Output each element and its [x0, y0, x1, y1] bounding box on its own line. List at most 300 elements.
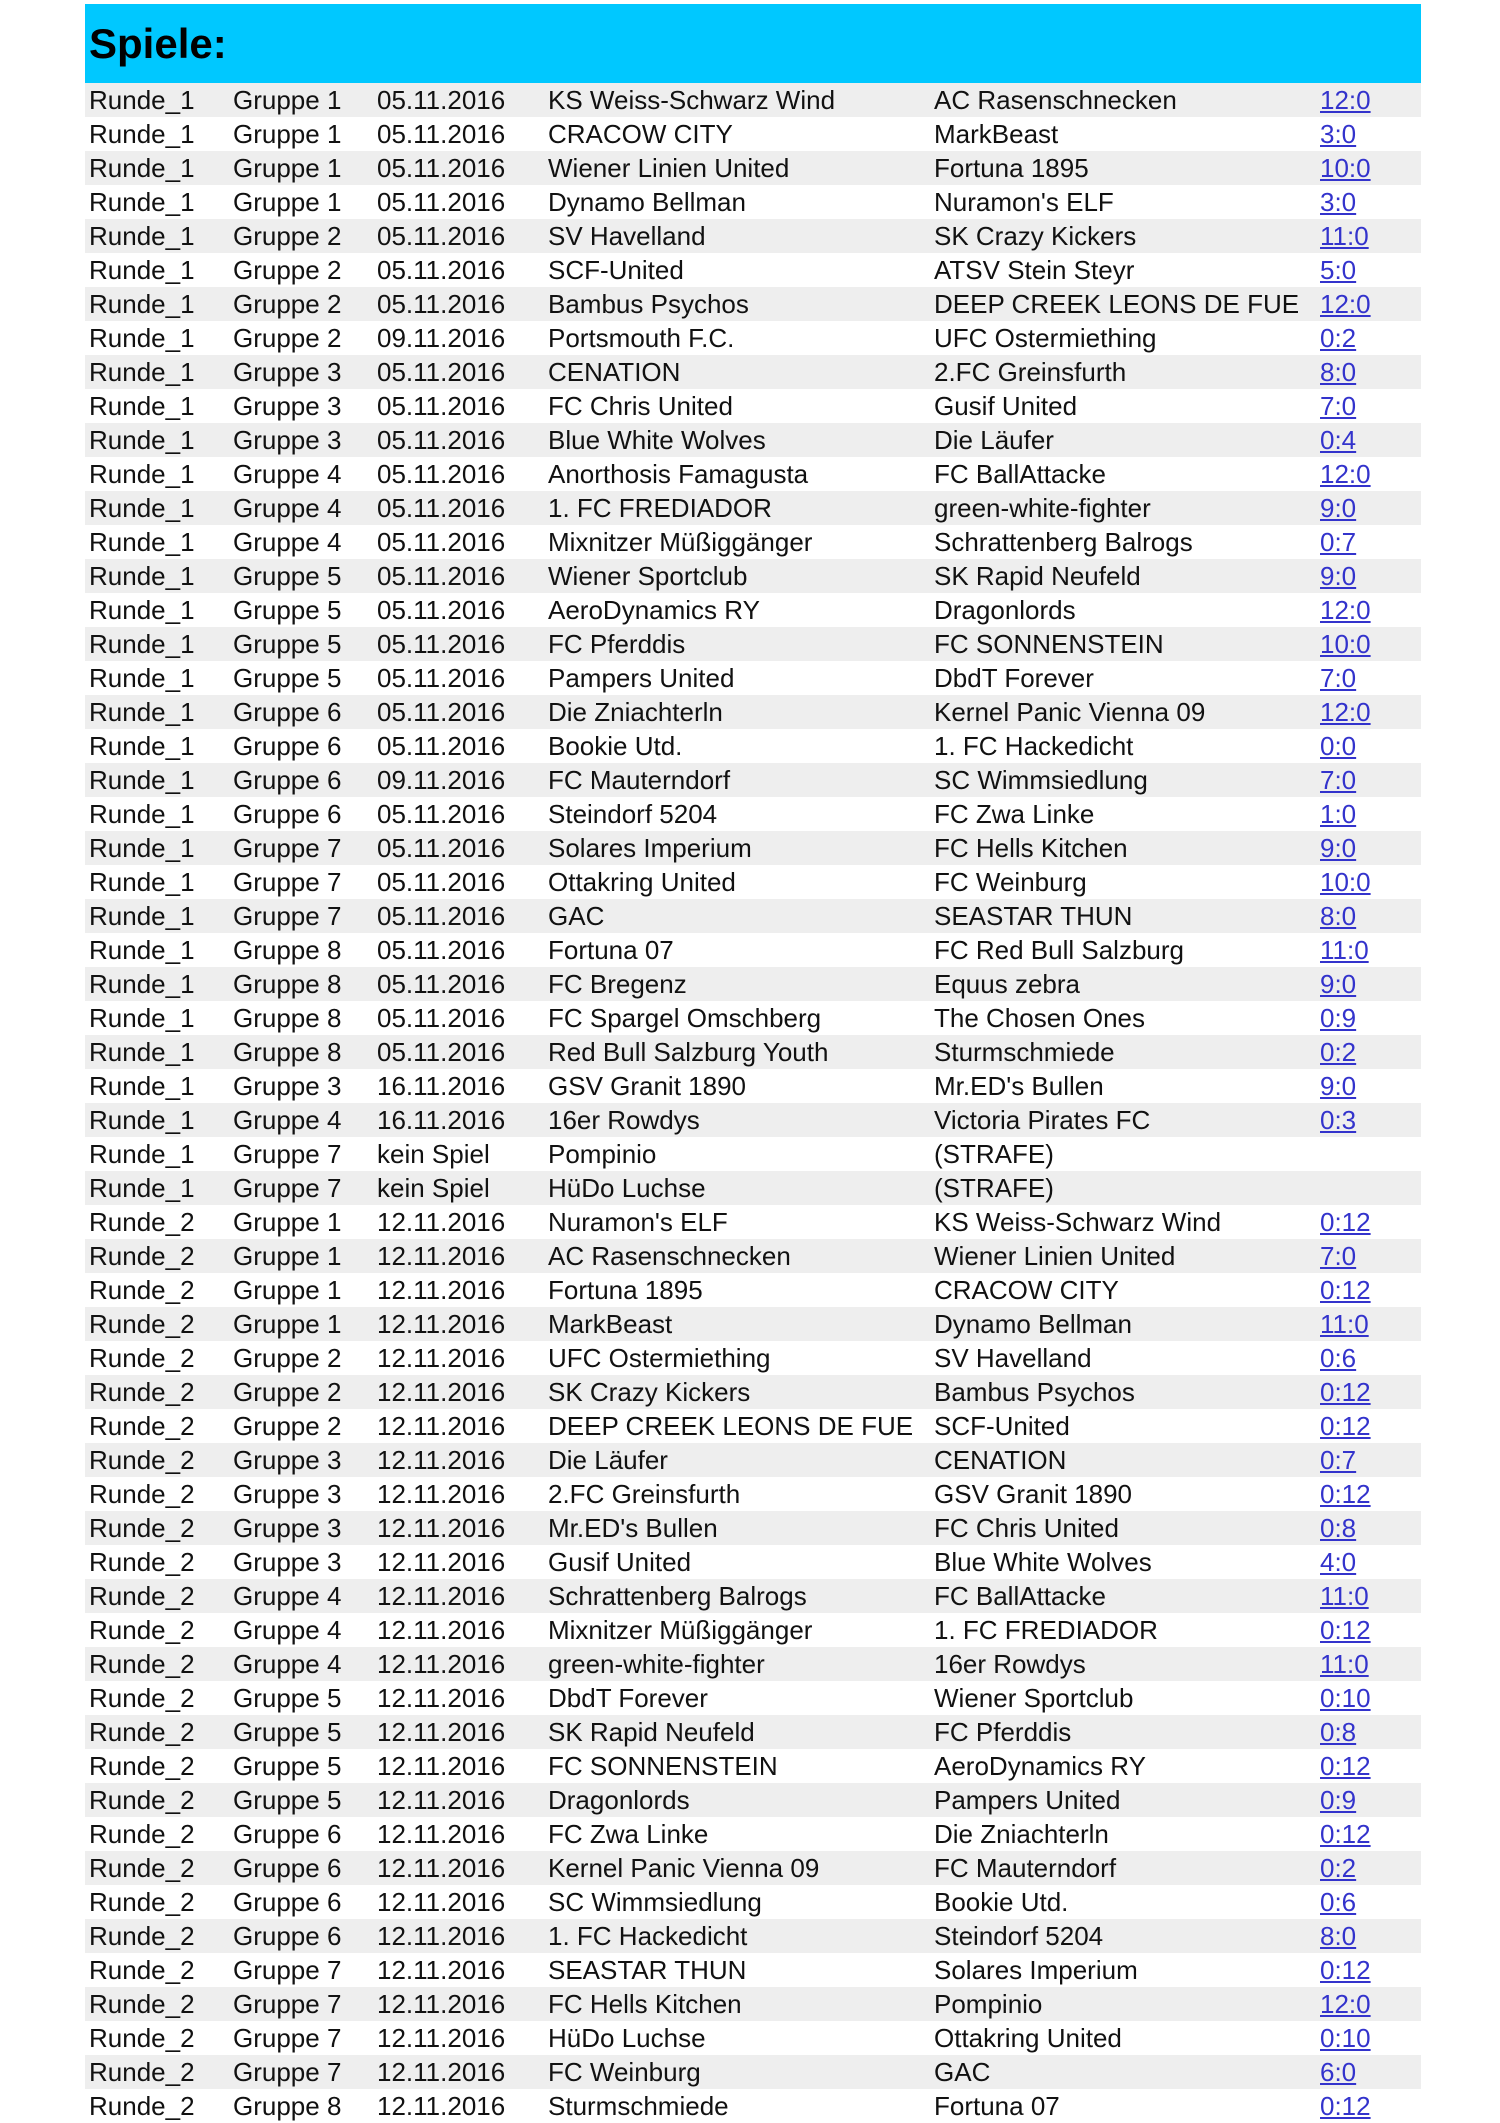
table-row [85, 1511, 1421, 1545]
table-row [85, 1001, 1421, 1035]
group-cell: Gruppe 1 [229, 151, 373, 185]
score-link[interactable]: 9:0 [1320, 833, 1357, 863]
score-link[interactable]: 0:12 [1320, 1479, 1371, 1509]
table-row [85, 151, 1421, 185]
home-team-cell: Mixnitzer Müßiggänger [544, 1613, 930, 1647]
title-bar [85, 4, 1421, 83]
score-cell [1316, 933, 1421, 967]
home-team-cell: Wiener Sportclub [544, 559, 930, 593]
group-cell: Gruppe 6 [229, 797, 373, 831]
group-cell: Gruppe 8 [229, 933, 373, 967]
group-cell: Gruppe 1 [229, 1307, 373, 1341]
home-team-cell: Blue White Wolves [544, 423, 930, 457]
score-cell [1316, 831, 1421, 865]
score-cell [1316, 1545, 1421, 1579]
home-team-cell: MarkBeast [544, 1307, 930, 1341]
score-link[interactable]: 11:0 [1320, 1649, 1369, 1679]
round-cell: Runde_1 [85, 185, 229, 219]
group-cell: Gruppe 6 [229, 695, 373, 729]
round-cell: Runde_1 [85, 1069, 229, 1103]
score-link[interactable]: 9:0 [1320, 493, 1357, 523]
score-link[interactable]: 7:0 [1320, 1241, 1357, 1271]
score-cell [1316, 695, 1421, 729]
table-row [85, 1851, 1421, 1885]
score-link[interactable]: 0:12 [1320, 1377, 1371, 1407]
date-cell: 12.11.2016 [373, 1919, 544, 1953]
away-team-cell: FC BallAttacke [930, 1579, 1316, 1613]
score-cell [1316, 1035, 1421, 1069]
group-cell: Gruppe 3 [229, 1545, 373, 1579]
date-cell: 12.11.2016 [373, 1647, 544, 1681]
date-cell: 12.11.2016 [373, 1885, 544, 1919]
table-row [85, 1137, 1421, 1171]
away-team-cell: (STRAFE) [930, 1171, 1316, 1205]
round-cell: Runde_1 [85, 661, 229, 695]
group-cell: Gruppe 6 [229, 763, 373, 797]
score-link[interactable]: 11:0 [1320, 1581, 1369, 1611]
away-team-cell: Steindorf 5204 [930, 1919, 1316, 1953]
round-cell: Runde_2 [85, 1477, 229, 1511]
date-cell: 16.11.2016 [373, 1069, 544, 1103]
date-cell: 05.11.2016 [373, 899, 544, 933]
group-cell: Gruppe 5 [229, 627, 373, 661]
group-cell: Gruppe 4 [229, 1647, 373, 1681]
table-row [85, 627, 1421, 661]
away-team-cell: Pampers United [930, 1783, 1316, 1817]
round-cell: Runde_1 [85, 593, 229, 627]
score-link[interactable]: 0:8 [1320, 1717, 1357, 1747]
table-row [85, 1035, 1421, 1069]
score-cell [1316, 491, 1421, 525]
home-team-cell: AC Rasenschnecken [544, 1239, 930, 1273]
date-cell: 12.11.2016 [373, 1817, 544, 1851]
round-cell: Runde_2 [85, 1239, 229, 1273]
score-link[interactable]: 3:0 [1320, 187, 1357, 217]
score-link[interactable]: 8:0 [1320, 1921, 1357, 1951]
home-team-cell: Schrattenberg Balrogs [544, 1579, 930, 1613]
date-cell: 05.11.2016 [373, 389, 544, 423]
score-cell [1316, 151, 1421, 185]
round-cell: Runde_2 [85, 2021, 229, 2055]
home-team-cell: Pampers United [544, 661, 930, 695]
group-cell: Gruppe 5 [229, 1783, 373, 1817]
away-team-cell: FC Zwa Linke [930, 797, 1316, 831]
away-team-cell: Blue White Wolves [930, 1545, 1316, 1579]
score-cell [1316, 1987, 1421, 2021]
group-cell: Gruppe 6 [229, 1817, 373, 1851]
score-cell [1316, 321, 1421, 355]
away-team-cell: Sturmschmiede [930, 1035, 1316, 1069]
round-cell: Runde_1 [85, 729, 229, 763]
table-row [85, 933, 1421, 967]
page-title: Spiele: [89, 19, 227, 67]
away-team-cell: DEEP CREEK LEONS DE FUE [930, 287, 1316, 321]
table-row [85, 491, 1421, 525]
table-row [85, 1783, 1421, 1817]
score-link[interactable]: 12:0 [1320, 459, 1371, 489]
away-team-cell: CRACOW CITY [930, 1273, 1316, 1307]
away-team-cell: SK Crazy Kickers [930, 219, 1316, 253]
table-row [85, 117, 1421, 151]
round-cell: Runde_2 [85, 1647, 229, 1681]
table-row [85, 729, 1421, 763]
round-cell: Runde_2 [85, 1919, 229, 1953]
away-team-cell: SEASTAR THUN [930, 899, 1316, 933]
home-team-cell: GAC [544, 899, 930, 933]
away-team-cell: SV Havelland [930, 1341, 1316, 1375]
round-cell: Runde_1 [85, 423, 229, 457]
home-team-cell: Anorthosis Famagusta [544, 457, 930, 491]
date-cell: 05.11.2016 [373, 219, 544, 253]
away-team-cell: (STRAFE) [930, 1137, 1316, 1171]
date-cell: 12.11.2016 [373, 1749, 544, 1783]
round-cell: Runde_2 [85, 1375, 229, 1409]
table-row [85, 1885, 1421, 1919]
table-row [85, 831, 1421, 865]
score-link[interactable]: 0:2 [1320, 323, 1357, 353]
home-team-cell: Portsmouth F.C. [544, 321, 930, 355]
round-cell: Runde_2 [85, 1545, 229, 1579]
date-cell: 05.11.2016 [373, 831, 544, 865]
date-cell: 12.11.2016 [373, 1239, 544, 1273]
group-cell: Gruppe 8 [229, 2089, 373, 2123]
home-team-cell: HüDo Luchse [544, 1171, 930, 1205]
score-link[interactable]: 6:0 [1320, 2057, 1357, 2087]
score-link[interactable]: 7:0 [1320, 663, 1357, 693]
home-team-cell: Dragonlords [544, 1783, 930, 1817]
table-row [85, 1953, 1421, 1987]
round-cell: Runde_1 [85, 1001, 229, 1035]
score-link[interactable]: 0:12 [1320, 1955, 1371, 1985]
away-team-cell: FC Hells Kitchen [930, 831, 1316, 865]
group-cell: Gruppe 2 [229, 321, 373, 355]
score-link[interactable]: 7:0 [1320, 391, 1357, 421]
score-link[interactable]: 12:0 [1320, 1989, 1371, 2019]
group-cell: Gruppe 3 [229, 1443, 373, 1477]
score-link[interactable]: 8:0 [1320, 901, 1357, 931]
away-team-cell: Fortuna 1895 [930, 151, 1316, 185]
score-link[interactable]: 0:12 [1320, 1615, 1371, 1645]
score-link[interactable]: 0:7 [1320, 1445, 1357, 1475]
group-cell: Gruppe 5 [229, 593, 373, 627]
away-team-cell: Ottakring United [930, 2021, 1316, 2055]
round-cell: Runde_2 [85, 1749, 229, 1783]
home-team-cell: 1. FC Hackedicht [544, 1919, 930, 1953]
games-table [85, 83, 1421, 2123]
score-link[interactable]: 9:0 [1320, 561, 1357, 591]
away-team-cell: Solares Imperium [930, 1953, 1316, 1987]
away-team-cell: DbdT Forever [930, 661, 1316, 695]
table-row [85, 797, 1421, 831]
date-cell: 05.11.2016 [373, 627, 544, 661]
group-cell: Gruppe 3 [229, 423, 373, 457]
home-team-cell: GSV Granit 1890 [544, 1069, 930, 1103]
date-cell: 16.11.2016 [373, 1103, 544, 1137]
home-team-cell: FC Hells Kitchen [544, 1987, 930, 2021]
round-cell: Runde_2 [85, 2055, 229, 2089]
score-link[interactable]: 0:0 [1320, 731, 1357, 761]
date-cell: 12.11.2016 [373, 1681, 544, 1715]
round-cell: Runde_1 [85, 389, 229, 423]
score-link[interactable]: 0:10 [1320, 1683, 1371, 1713]
home-team-cell: FC Mauterndorf [544, 763, 930, 797]
away-team-cell: Wiener Sportclub [930, 1681, 1316, 1715]
date-cell: 05.11.2016 [373, 1001, 544, 1035]
table-row [85, 423, 1421, 457]
score-link[interactable]: 0:12 [1320, 1411, 1371, 1441]
away-team-cell: Bookie Utd. [930, 1885, 1316, 1919]
score-cell [1316, 389, 1421, 423]
score-link[interactable]: 4:0 [1320, 1547, 1357, 1577]
score-link[interactable]: 10:0 [1320, 867, 1371, 897]
date-cell: 12.11.2016 [373, 2055, 544, 2089]
score-cell [1316, 185, 1421, 219]
away-team-cell: Bambus Psychos [930, 1375, 1316, 1409]
score-cell [1316, 253, 1421, 287]
round-cell: Runde_1 [85, 797, 229, 831]
home-team-cell: Dynamo Bellman [544, 185, 930, 219]
table-row [85, 865, 1421, 899]
score-cell [1316, 117, 1421, 151]
round-cell: Runde_1 [85, 491, 229, 525]
home-team-cell: SCF-United [544, 253, 930, 287]
score-link[interactable]: 5:0 [1320, 255, 1357, 285]
score-cell [1316, 1171, 1421, 1205]
away-team-cell: Dynamo Bellman [930, 1307, 1316, 1341]
round-cell: Runde_1 [85, 1171, 229, 1205]
away-team-cell: GAC [930, 2055, 1316, 2089]
group-cell: Gruppe 5 [229, 1681, 373, 1715]
score-link[interactable]: 0:9 [1320, 1003, 1357, 1033]
group-cell: Gruppe 2 [229, 1375, 373, 1409]
table-row [85, 1817, 1421, 1851]
group-cell: Gruppe 2 [229, 253, 373, 287]
score-link[interactable]: 10:0 [1320, 153, 1371, 183]
score-link[interactable]: 0:12 [1320, 1207, 1371, 1237]
group-cell: Gruppe 1 [229, 1239, 373, 1273]
table-row [85, 83, 1421, 117]
round-cell: Runde_2 [85, 1273, 229, 1307]
group-cell: Gruppe 7 [229, 865, 373, 899]
home-team-cell: Ottakring United [544, 865, 930, 899]
home-team-cell: HüDo Luchse [544, 2021, 930, 2055]
group-cell: Gruppe 6 [229, 729, 373, 763]
away-team-cell: Schrattenberg Balrogs [930, 525, 1316, 559]
score-cell [1316, 1817, 1421, 1851]
score-link[interactable]: 0:2 [1320, 1037, 1357, 1067]
date-cell: 12.11.2016 [373, 2021, 544, 2055]
home-team-cell: Pompinio [544, 1137, 930, 1171]
group-cell: Gruppe 8 [229, 967, 373, 1001]
score-cell [1316, 1647, 1421, 1681]
round-cell: Runde_1 [85, 525, 229, 559]
table-row [85, 1681, 1421, 1715]
round-cell: Runde_1 [85, 695, 229, 729]
score-cell [1316, 865, 1421, 899]
away-team-cell: The Chosen Ones [930, 1001, 1316, 1035]
home-team-cell: SEASTAR THUN [544, 1953, 930, 1987]
group-cell: Gruppe 6 [229, 1885, 373, 1919]
group-cell: Gruppe 7 [229, 1953, 373, 1987]
group-cell: Gruppe 4 [229, 457, 373, 491]
round-cell: Runde_1 [85, 933, 229, 967]
home-team-cell: 2.FC Greinsfurth [544, 1477, 930, 1511]
group-cell: Gruppe 1 [229, 1205, 373, 1239]
score-cell [1316, 1579, 1421, 1613]
table-row [85, 457, 1421, 491]
table-row [85, 967, 1421, 1001]
score-cell [1316, 525, 1421, 559]
home-team-cell: Die Läufer [544, 1443, 930, 1477]
score-cell [1316, 83, 1421, 117]
score-link[interactable]: 3:0 [1320, 119, 1357, 149]
score-link[interactable]: 12:0 [1320, 595, 1371, 625]
table-row [85, 253, 1421, 287]
score-link[interactable]: 0:12 [1320, 1275, 1371, 1305]
score-link[interactable]: 0:9 [1320, 1785, 1357, 1815]
score-link[interactable]: 0:3 [1320, 1105, 1357, 1135]
home-team-cell: Gusif United [544, 1545, 930, 1579]
date-cell: 05.11.2016 [373, 423, 544, 457]
score-cell [1316, 797, 1421, 831]
score-cell [1316, 457, 1421, 491]
home-team-cell: FC SONNENSTEIN [544, 1749, 930, 1783]
group-cell: Gruppe 2 [229, 287, 373, 321]
score-cell [1316, 1341, 1421, 1375]
round-cell: Runde_2 [85, 1953, 229, 1987]
round-cell: Runde_2 [85, 1715, 229, 1749]
score-cell [1316, 1477, 1421, 1511]
score-cell [1316, 967, 1421, 1001]
table-row [85, 593, 1421, 627]
score-link[interactable]: 10:0 [1320, 629, 1371, 659]
score-cell [1316, 627, 1421, 661]
date-cell: 12.11.2016 [373, 1409, 544, 1443]
score-link[interactable]: 9:0 [1320, 969, 1357, 999]
date-cell: 12.11.2016 [373, 1715, 544, 1749]
home-team-cell: DEEP CREEK LEONS DE FUE [544, 1409, 930, 1443]
group-cell: Gruppe 5 [229, 661, 373, 695]
home-team-cell: SK Crazy Kickers [544, 1375, 930, 1409]
round-cell: Runde_1 [85, 865, 229, 899]
date-cell: 09.11.2016 [373, 763, 544, 797]
score-link[interactable]: 9:0 [1320, 1071, 1357, 1101]
table-row [85, 525, 1421, 559]
table-row [85, 1579, 1421, 1613]
round-cell: Runde_1 [85, 831, 229, 865]
away-team-cell: FC Red Bull Salzburg [930, 933, 1316, 967]
score-cell [1316, 1953, 1421, 1987]
score-link[interactable]: 0:12 [1320, 2091, 1371, 2121]
score-link[interactable]: 11:0 [1320, 1309, 1369, 1339]
score-link[interactable]: 1:0 [1320, 799, 1357, 829]
home-team-cell: KS Weiss-Schwarz Wind [544, 83, 930, 117]
group-cell: Gruppe 1 [229, 117, 373, 151]
score-link[interactable]: 12:0 [1320, 85, 1371, 115]
home-team-cell: CRACOW CITY [544, 117, 930, 151]
table-row [85, 1205, 1421, 1239]
score-link[interactable]: 7:0 [1320, 765, 1357, 795]
away-team-cell: FC Chris United [930, 1511, 1316, 1545]
group-cell: Gruppe 7 [229, 899, 373, 933]
table-row [85, 559, 1421, 593]
home-team-cell: FC Pferddis [544, 627, 930, 661]
score-cell [1316, 763, 1421, 797]
date-cell: 12.11.2016 [373, 1341, 544, 1375]
score-link[interactable]: 0:12 [1320, 1819, 1371, 1849]
group-cell: Gruppe 7 [229, 1171, 373, 1205]
date-cell: 05.11.2016 [373, 117, 544, 151]
date-cell: 12.11.2016 [373, 1987, 544, 2021]
date-cell: kein Spiel [373, 1171, 544, 1205]
group-cell: Gruppe 2 [229, 1341, 373, 1375]
date-cell: 12.11.2016 [373, 1783, 544, 1817]
date-cell: 05.11.2016 [373, 185, 544, 219]
away-team-cell: CENATION [930, 1443, 1316, 1477]
score-cell [1316, 1749, 1421, 1783]
table-row [85, 1443, 1421, 1477]
table-row [85, 1307, 1421, 1341]
score-link[interactable]: 0:10 [1320, 2023, 1371, 2053]
score-link[interactable]: 12:0 [1320, 289, 1371, 319]
group-cell: Gruppe 7 [229, 1987, 373, 2021]
group-cell: Gruppe 5 [229, 559, 373, 593]
away-team-cell: Die Läufer [930, 423, 1316, 457]
score-link[interactable]: 12:0 [1320, 697, 1371, 727]
date-cell: 05.11.2016 [373, 967, 544, 1001]
home-team-cell: DbdT Forever [544, 1681, 930, 1715]
score-cell [1316, 1103, 1421, 1137]
score-link[interactable]: 0:4 [1320, 425, 1357, 455]
score-link[interactable]: 0:6 [1320, 1887, 1357, 1917]
score-cell [1316, 1001, 1421, 1035]
table-row [85, 287, 1421, 321]
score-link[interactable]: 11:0 [1320, 221, 1369, 251]
score-link[interactable]: 8:0 [1320, 357, 1357, 387]
home-team-cell: SC Wimmsiedlung [544, 1885, 930, 1919]
away-team-cell: green-white-fighter [930, 491, 1316, 525]
table-row [85, 2021, 1421, 2055]
score-link[interactable]: 0:7 [1320, 527, 1357, 557]
score-link[interactable]: 0:2 [1320, 1853, 1357, 1883]
date-cell: 05.11.2016 [373, 695, 544, 729]
group-cell: Gruppe 3 [229, 389, 373, 423]
date-cell: 05.11.2016 [373, 933, 544, 967]
score-link[interactable]: 0:6 [1320, 1343, 1357, 1373]
round-cell: Runde_2 [85, 1885, 229, 1919]
away-team-cell: FC Weinburg [930, 865, 1316, 899]
round-cell: Runde_1 [85, 321, 229, 355]
score-cell [1316, 559, 1421, 593]
group-cell: Gruppe 5 [229, 1749, 373, 1783]
round-cell: Runde_2 [85, 1613, 229, 1647]
score-cell [1316, 1851, 1421, 1885]
home-team-cell: CENATION [544, 355, 930, 389]
round-cell: Runde_1 [85, 763, 229, 797]
date-cell: 05.11.2016 [373, 1035, 544, 1069]
table-row [85, 1749, 1421, 1783]
score-link[interactable]: 11:0 [1320, 935, 1369, 965]
score-cell [1316, 729, 1421, 763]
score-link[interactable]: 0:8 [1320, 1513, 1357, 1543]
home-team-cell: SV Havelland [544, 219, 930, 253]
score-link[interactable]: 0:12 [1320, 1751, 1371, 1781]
date-cell: 05.11.2016 [373, 355, 544, 389]
away-team-cell: AeroDynamics RY [930, 1749, 1316, 1783]
score-cell [1316, 1715, 1421, 1749]
home-team-cell: FC Spargel Omschberg [544, 1001, 930, 1035]
home-team-cell: Bookie Utd. [544, 729, 930, 763]
